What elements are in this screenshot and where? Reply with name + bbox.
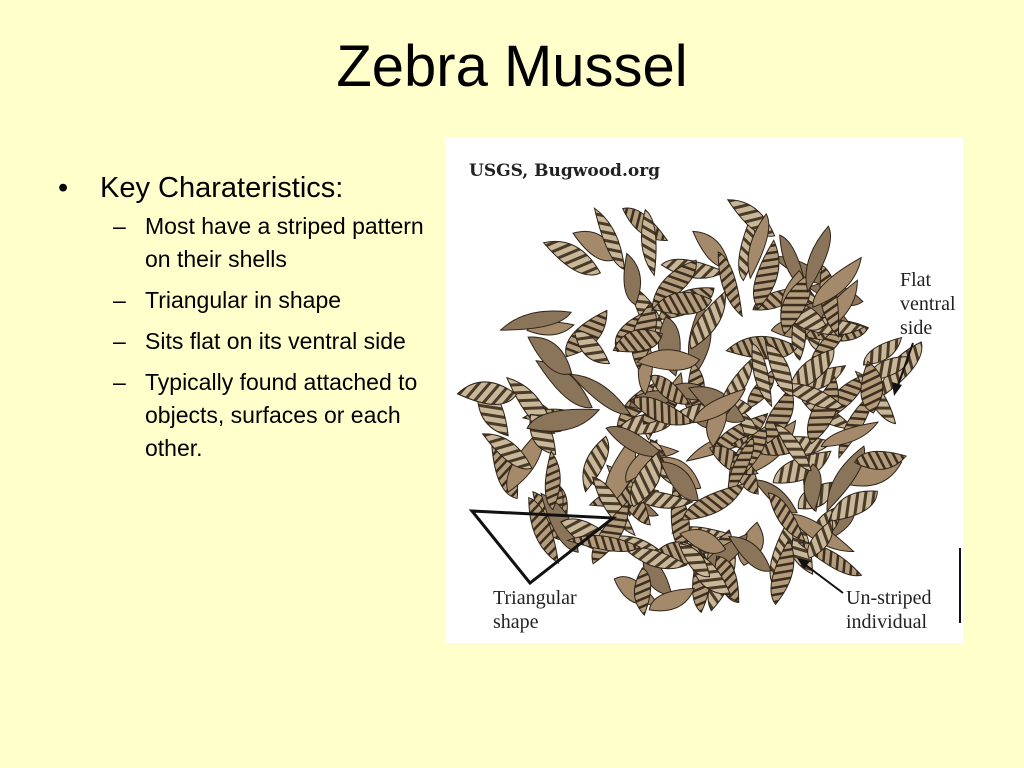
slide-title: Zebra Mussel: [336, 34, 688, 99]
sub-bullet: [58, 284, 445, 317]
sub-bullet-text: Typically found attached to objects, surfaces or each other.: [145, 369, 418, 461]
flat-label-line3: side: [900, 317, 933, 339]
dash-marker: –: [113, 287, 126, 313]
sub-bullet-text: Most have a striped pattern on their shells: [145, 213, 424, 272]
mussel-photo: [445, 138, 963, 643]
main-bullet: [58, 170, 448, 206]
main-bullet-text: Key Charateristics:: [100, 172, 344, 204]
bullet-list: [58, 170, 448, 473]
dash-marker: –: [113, 328, 126, 354]
unstriped-label-line2: individual: [846, 611, 928, 633]
mussel-photo-illustration: [445, 138, 963, 643]
sub-bullet: [58, 325, 445, 358]
bullet-dot: •: [58, 172, 69, 204]
dash-marker: –: [113, 369, 126, 395]
flat-label-line2: ventral: [900, 293, 956, 315]
unstriped-label-line1: Un-striped: [846, 587, 932, 609]
sub-bullet: [58, 366, 445, 465]
dash-marker: –: [113, 213, 126, 239]
sub-bullet-list: [58, 210, 448, 465]
sub-bullet-text: Triangular in shape: [145, 287, 342, 313]
flat-label-line1: Flat: [900, 269, 932, 291]
photo-credit: USGS, Bugwood.org: [469, 161, 661, 181]
sub-bullet: [58, 210, 445, 276]
sub-bullet-text: Sits flat on its ventral side: [145, 328, 406, 354]
triangular-label-line1: Triangular: [493, 587, 577, 609]
triangular-label-line2: shape: [493, 611, 539, 633]
